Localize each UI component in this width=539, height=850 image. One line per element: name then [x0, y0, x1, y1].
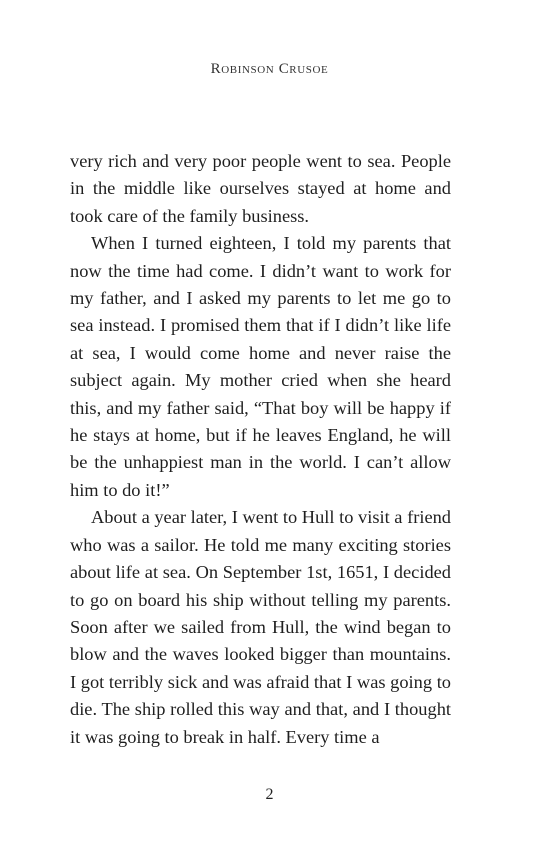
- running-header-title: Robinson Crusoe: [210, 61, 329, 77]
- page-number: 2: [265, 786, 274, 803]
- paragraph: About a year later, I went to Hull to visit a friend who was a sailor. He told me many exciting stories about life at sea. On September 1st, 1651, I decided to go on board his ship without telling my parents. Soon after we sailed from Hull, the wind began to blow and the waves looked bigger than mountains. I got terribly sick and was afraid that I was going to die. The ship rolled this way and that, and I thought it was going to break in half. Every time a: [70, 507, 451, 747]
- paragraph: When I turned eighteen, I told my parents that now the time had come. I didn’t want to work for my father, and I asked my parents to let me go to sea instead. I promised them that if I didn’t like life at sea, I would come home and never raise the subject again. My mother cried when she heard this, and my father said, “That boy will be happy if he stays at home, but if he leaves England, he will be the unhappiest man in the world. I can’t allow him to do it!”: [70, 233, 451, 500]
- paragraph-continuation: very rich and very poor people went to sea. People in the middle like ourselves stayed at home and took care of the family business.: [70, 151, 451, 226]
- body-text: [70, 148, 451, 751]
